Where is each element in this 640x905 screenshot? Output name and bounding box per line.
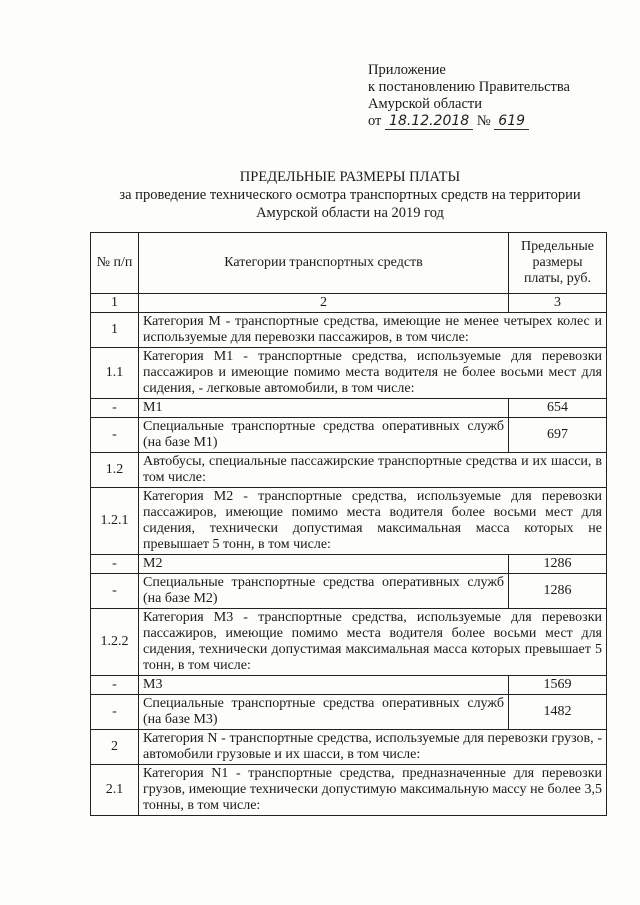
fee-table (90, 232, 607, 816)
row-category-text: Специальные транспортные средства оперативных служб (на базе М1) (139, 418, 509, 453)
row-fee: 1569 (509, 676, 607, 695)
header-fee: Предельные размеры платы, руб. (509, 233, 607, 294)
row-category-text: Категория М2 - транспортные средства, используемые для перевозки пассажиров, имеющие помимо места водителя более восьми мест для сидения, технически допустимая максимальная масса которых не превышает 5 тонн, в том числе: (139, 488, 607, 555)
title-line-1: ПРЕДЕЛЬНЫЕ РАЗМЕРЫ ПЛАТЫ (239, 169, 461, 185)
row-category-text: Автобусы, специальные пассажирские транспортные средства и их шасси, в том числе: (139, 453, 607, 488)
row-category-text: Категория М3 - транспортные средства, используемые для перевозки пассажиров, имеющие помимо места водителя более восьми мест для сидения, технически допустимая максимальная масса которых превышает 5 тонн, в том числе: (139, 609, 607, 676)
row-fee: 1286 (509, 574, 607, 609)
row-category-text: М1 (139, 399, 509, 418)
fee-table-body (91, 313, 607, 816)
appendix-date-line (368, 113, 570, 130)
row-category-text: М2 (139, 555, 509, 574)
row-category-text: М3 (139, 676, 509, 695)
row-category-text: Категория N1 - транспортные средства, предназначенные для перевозки грузов, имеющие технически допустимую максимальную массу не более 3,5 тонны, в том числе: (139, 765, 607, 816)
handwritten-date: 18.12.2018 (385, 113, 473, 130)
table-row (91, 695, 607, 730)
row-category-text: Специальные транспортные средства оперативных служб (на базе М2) (139, 574, 509, 609)
table-row (91, 730, 607, 765)
title-line-3: Амурской области на 2019 год (256, 205, 444, 221)
number-prefix: № (476, 113, 491, 129)
title-line-2: за проведение технического осмотра транспортных средств на территории (119, 187, 581, 203)
row-number: 1.2 (91, 453, 139, 488)
table-row (91, 488, 607, 555)
row-category-text: Категория N - транспортные средства, используемые для перевозки грузов, - автомобили грузовые и их шасси, в том числе: (139, 730, 607, 765)
appendix-line-1: Приложение (368, 62, 446, 78)
row-number: 2 (91, 730, 139, 765)
row-number: - (91, 418, 139, 453)
table-row (91, 765, 607, 816)
row-fee: 1482 (509, 695, 607, 730)
table-row (91, 676, 607, 695)
row-number: 2.1 (91, 765, 139, 816)
row-number: - (91, 676, 139, 695)
row-number: - (91, 574, 139, 609)
column-number-row (91, 294, 607, 313)
row-category-text: Специальные транспортные средства оперативных служб (на базе М3) (139, 695, 509, 730)
document-title (90, 168, 610, 222)
column-number-2: 2 (139, 294, 509, 313)
appendix-block (368, 62, 570, 130)
appendix-line-3: Амурской области (368, 96, 482, 112)
table-row (91, 609, 607, 676)
row-category-text: Категория М1 - транспортные средства, используемые для перевозки пассажиров и имеющие помимо места водителя не более восьми мест для сидения, - легковые автомобили, в том числе: (139, 348, 607, 399)
row-fee: 697 (509, 418, 607, 453)
table-row (91, 453, 607, 488)
row-number: 1.2.2 (91, 609, 139, 676)
table-row (91, 313, 607, 348)
header-number: № п/п (91, 233, 139, 294)
table-row (91, 348, 607, 399)
appendix-line-2: к постановлению Правительства (368, 79, 570, 95)
header-category: Категории транспортных средств (139, 233, 509, 294)
row-number: - (91, 695, 139, 730)
row-fee: 654 (509, 399, 607, 418)
date-prefix: от (368, 113, 382, 129)
handwritten-number: 619 (494, 113, 529, 130)
row-number: 1.2.1 (91, 488, 139, 555)
row-fee: 1286 (509, 555, 607, 574)
row-number: - (91, 555, 139, 574)
table-row (91, 418, 607, 453)
table-header-row (91, 233, 607, 294)
row-number: - (91, 399, 139, 418)
row-category-text: Категория М - транспортные средства, имеющие не менее четырех колес и используемые для перевозки пассажиров, в том числе: (139, 313, 607, 348)
row-number: 1 (91, 313, 139, 348)
table-row (91, 555, 607, 574)
column-number-1: 1 (91, 294, 139, 313)
column-number-3: 3 (509, 294, 607, 313)
table-row (91, 399, 607, 418)
row-number: 1.1 (91, 348, 139, 399)
table-row (91, 574, 607, 609)
